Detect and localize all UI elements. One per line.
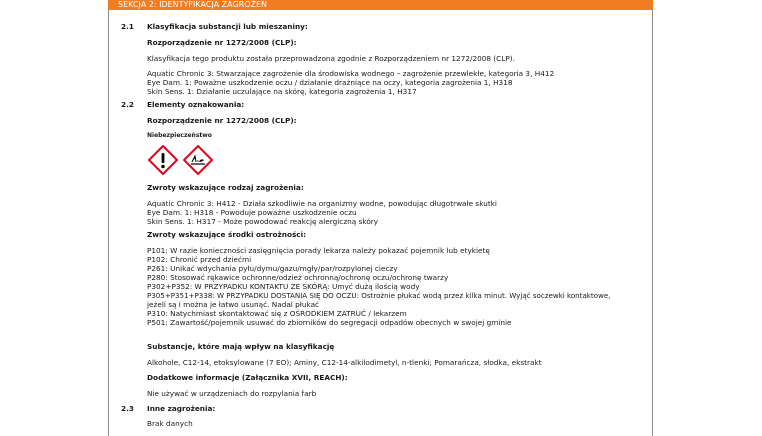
substances-title: Substancje, które mają wpływ na klasyfikację [147, 342, 335, 351]
classification-line: Skin Sens. 1: Działanie uczulające na skórę, kategoria zagrożenia 1, H317 [147, 87, 417, 96]
precautionary-statement: jeżeli są i można je łatwo usunąć. Nadal płukać [147, 300, 320, 309]
precautionary-statement: P310: Natychmiast skontaktować się z OŚRODKIEM ZATRUĆ / lekarzem [147, 309, 407, 318]
regulation-title: Rozporządzenie nr 1272/2008 (CLP): [147, 116, 297, 125]
precautionary-statement: P305+P351+P338: W PRZYPADKU DOSTANIA SIĘ DO OCZU: Ostrożnie płukać wodą przez kilka minut. Wyjąć soczewki kontaktowe, [147, 291, 611, 300]
hazard-statement: Skin Sens. 1: H317 - Może powodować reakcję alergiczną skóry [147, 217, 379, 226]
environment-icon [183, 145, 213, 175]
hazard-statement: Aquatic Chronic 3: H412 - Działa szkodliwie na organizmy wodne, powodując długotrwałe skutki [147, 199, 497, 208]
additional-info-title: Dodatkowe informacje (Załącznika XVII, REACH): [147, 373, 348, 382]
classification-line: Eye Dam. 1: Poważne uszkodzenie oczu / działanie drażniące na oczy, kategoria zagrożenia 1, H318 [147, 78, 513, 87]
precautionary-statement: P261: Unikać wdychania pyłu/dymu/gazu/mgły/par/rozpylonej cieczy [147, 264, 398, 273]
section-number-2-3: 2.3 [121, 404, 134, 413]
precautionary-statements-title: Zwroty wskazujące środki ostrożności: [147, 230, 307, 239]
precautionary-statement: P302+P352: W PRZYPADKU KONTAKTU ZE SKÓRĄ: Umyć dużą ilością wody [147, 282, 420, 291]
precautionary-statement: P102: Chronić przed dziećmi [147, 255, 252, 264]
classification-line: Aquatic Chronic 3: Stwarzające zagrożenie dla środowiska wodnego – zagrożenie przewlekłe, kategoria 3, H412 [147, 69, 555, 78]
signal-word: Niebezpieczeństwo [147, 132, 212, 139]
section-title-2-1: Klasyfikacja substancji lub mieszaniny: [147, 22, 308, 31]
section-number-2-2: 2.2 [121, 100, 134, 109]
precautionary-statement: P280: Stosować rękawice ochronne/odzież ochronną/ochronę oczu/ochronę twarzy [147, 273, 449, 282]
regulation-title: Rozporządzenie nr 1272/2008 (CLP): [147, 38, 297, 47]
precautionary-statement: P501: Zawartość/pojemnik usuwać do zbiorników do segregacji odpadów obecnych w swojej gminie [147, 318, 512, 327]
section-title-2-2: Elementy oznakowania: [147, 100, 245, 109]
hazard-statement: Eye Dam. 1: H318 - Powoduje poważne uszkodzenie oczu [147, 208, 357, 217]
additional-info-text: Nie używać w urządzeniach do rozpylania farb [147, 389, 317, 398]
substances-text: Alkohole, C12-14, etoksylowane (7 EO); Aminy, C12-14-alkilodimetyl, n-tlenki; Pomarańcza, słodka, ekstrakt [147, 358, 542, 367]
section-title-2-3: Inne zagrożenia: [147, 404, 216, 413]
hazard-statements-title: Zwroty wskazujące rodzaj zagrożenia: [147, 183, 304, 192]
section-number-2-1: 2.1 [121, 22, 134, 31]
section-banner: SEKCJA 2: IDENTYFIKACJA ZAGROŻEŃ [108, 0, 653, 10]
precautionary-statement: P101: W razie konieczności zasięgnięcia porady lekarza należy pokazać pojemnik lub etykietę [147, 246, 490, 255]
classification-intro: Klasyfikacja tego produktu została przeprowadzona zgodnie z Rozporządzeniem nr 1272/2008 (CLP). [147, 54, 515, 63]
exclamation-icon [148, 145, 178, 175]
other-hazards-text: Brak danych [147, 419, 193, 428]
